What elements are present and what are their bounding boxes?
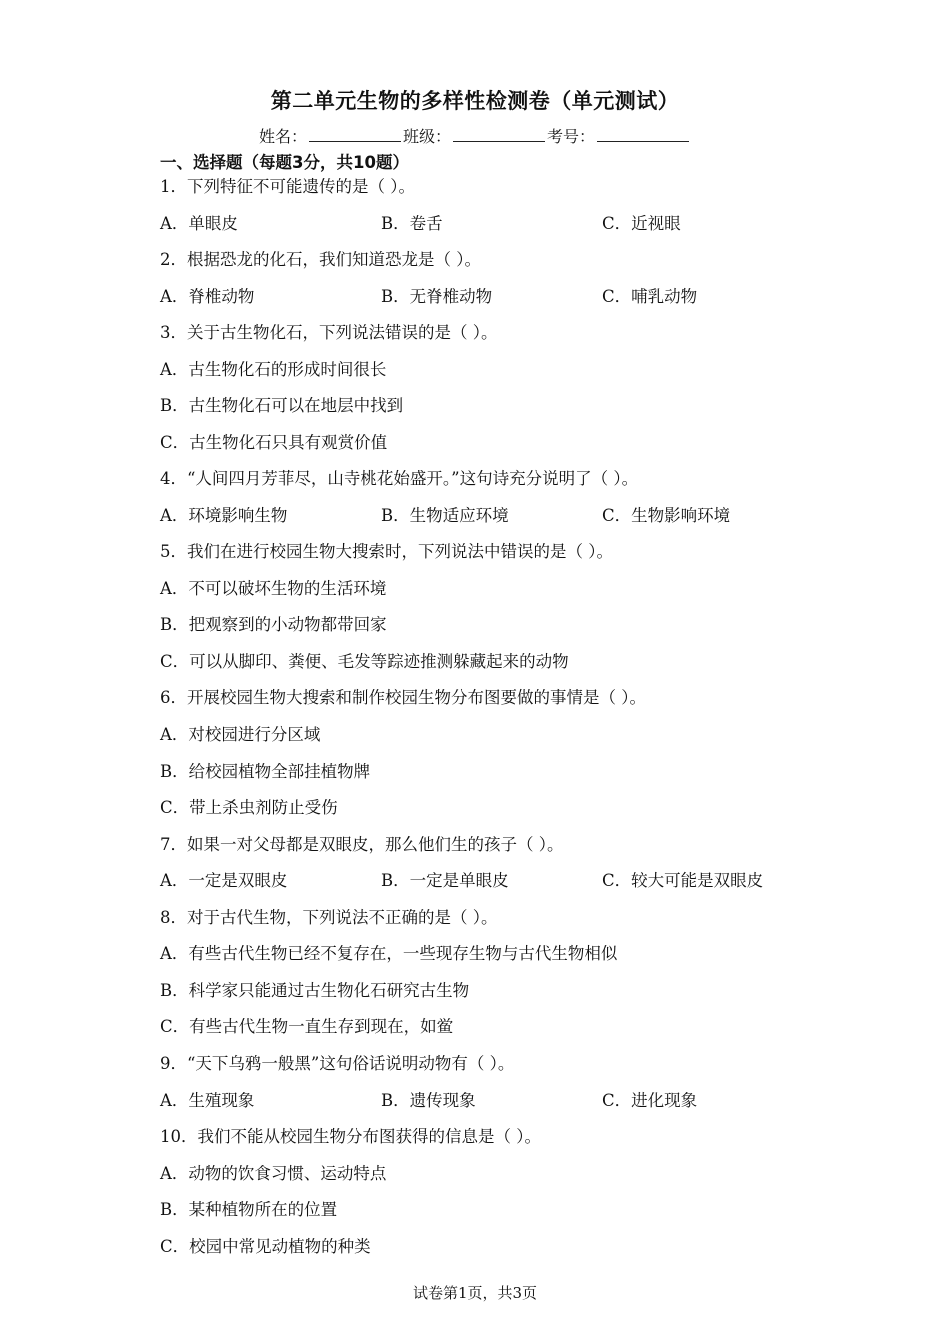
option-c[interactable]: C．哺乳动物 (602, 287, 698, 306)
question-3-stem: 3．关于古生物化石，下列说法错误的是（ ）。 (160, 323, 498, 342)
option-a[interactable]: A．一定是双眼皮 (160, 871, 288, 890)
option-a[interactable]: A．有些古代生物已经不复存在，一些现存生物与古代生物相似 (160, 944, 618, 963)
option-b[interactable]: B．一定是单眼皮 (381, 871, 509, 890)
question-2-stem: 2．根据恐龙的化石，我们知道恐龙是（ ）。 (160, 250, 481, 269)
option-b[interactable]: B．古生物化石可以在地层中找到 (160, 396, 404, 415)
option-c[interactable]: C．有些古代生物一直生存到现在，如鲎 (160, 1017, 454, 1036)
option-c[interactable]: C．可以从脚印、粪便、毛发等踪迹推测躲藏起来的动物 (160, 652, 569, 671)
option-a[interactable]: A．脊椎动物 (160, 287, 255, 306)
number-blank[interactable] (597, 127, 689, 142)
option-a[interactable]: A．不可以破坏生物的生活环境 (160, 579, 387, 598)
option-b[interactable]: B．给校园植物全部挂植物牌 (160, 762, 371, 781)
option-c[interactable]: C．进化现象 (602, 1091, 698, 1110)
name-label: 姓名： (258, 127, 307, 146)
question-7-stem: 7．如果一对父母都是双眼皮，那么他们生的孩子（ ）。 (160, 835, 564, 854)
section-heading: 一、选择题（每题3分，共10题） (160, 153, 409, 172)
option-a[interactable]: A．动物的饮食习惯、运动特点 (160, 1164, 387, 1183)
option-a[interactable]: A．环境影响生物 (160, 506, 288, 525)
option-c[interactable]: C．带上杀虫剂防止受伤 (160, 798, 338, 817)
option-a[interactable]: A．单眼皮 (160, 214, 238, 233)
option-b[interactable]: B．把观察到的小动物都带回家 (160, 615, 387, 634)
option-b[interactable]: B．生物适应环境 (381, 506, 509, 525)
question-5-stem: 5．我们在进行校园生物大搜索时，下列说法中错误的是（ ）。 (160, 542, 613, 561)
name-blank[interactable] (309, 127, 401, 142)
question-4-stem: 4．“人间四月芳菲尽，山寺桃花始盛开。”这句诗充分说明了（ ）。 (160, 469, 639, 488)
option-b[interactable]: B．科学家只能通过古生物化石研究古生物 (160, 981, 470, 1000)
option-a[interactable]: A．对校园进行分区域 (160, 725, 321, 744)
class-label: 班级： (402, 127, 451, 146)
question-6-stem: 6．开展校园生物大搜索和制作校园生物分布图要做的事情是（ ）。 (160, 688, 646, 707)
question-9-stem: 9．“天下乌鸦一般黑”这句俗话说明动物有（ ）。 (160, 1054, 515, 1073)
number-label: 考号： (547, 127, 596, 146)
option-c[interactable]: C．校园中常见动植物的种类 (160, 1237, 371, 1256)
option-b[interactable]: B．无脊椎动物 (381, 287, 493, 306)
option-b[interactable]: B．遗传现象 (381, 1091, 476, 1110)
option-c[interactable]: C．较大可能是双眼皮 (602, 871, 764, 890)
option-a[interactable]: A．生殖现象 (160, 1091, 255, 1110)
question-10-stem: 10．我们不能从校园生物分布图获得的信息是（ ）。 (160, 1127, 541, 1146)
question-8-stem: 8．对于古代生物，下列说法不正确的是（ ）。 (160, 908, 498, 927)
exam-title: 第二单元生物的多样性检测卷（单元测试） (270, 89, 680, 113)
option-c[interactable]: C．古生物化石只具有观赏价值 (160, 433, 388, 452)
option-c[interactable]: C．近视眼 (602, 214, 681, 233)
class-blank[interactable] (453, 127, 545, 142)
student-info (0, 125, 950, 149)
page-footer: 试卷第1页，共3页 (412, 1284, 538, 1302)
option-b[interactable]: B．某种植物所在的位置 (160, 1200, 338, 1219)
option-c[interactable]: C．生物影响环境 (602, 506, 731, 525)
option-b[interactable]: B．卷舌 (381, 214, 443, 233)
question-1-stem: 1．下列特征不可能遗传的是（ ）。 (160, 177, 415, 196)
option-a[interactable]: A．古生物化石的形成时间很长 (160, 360, 387, 379)
